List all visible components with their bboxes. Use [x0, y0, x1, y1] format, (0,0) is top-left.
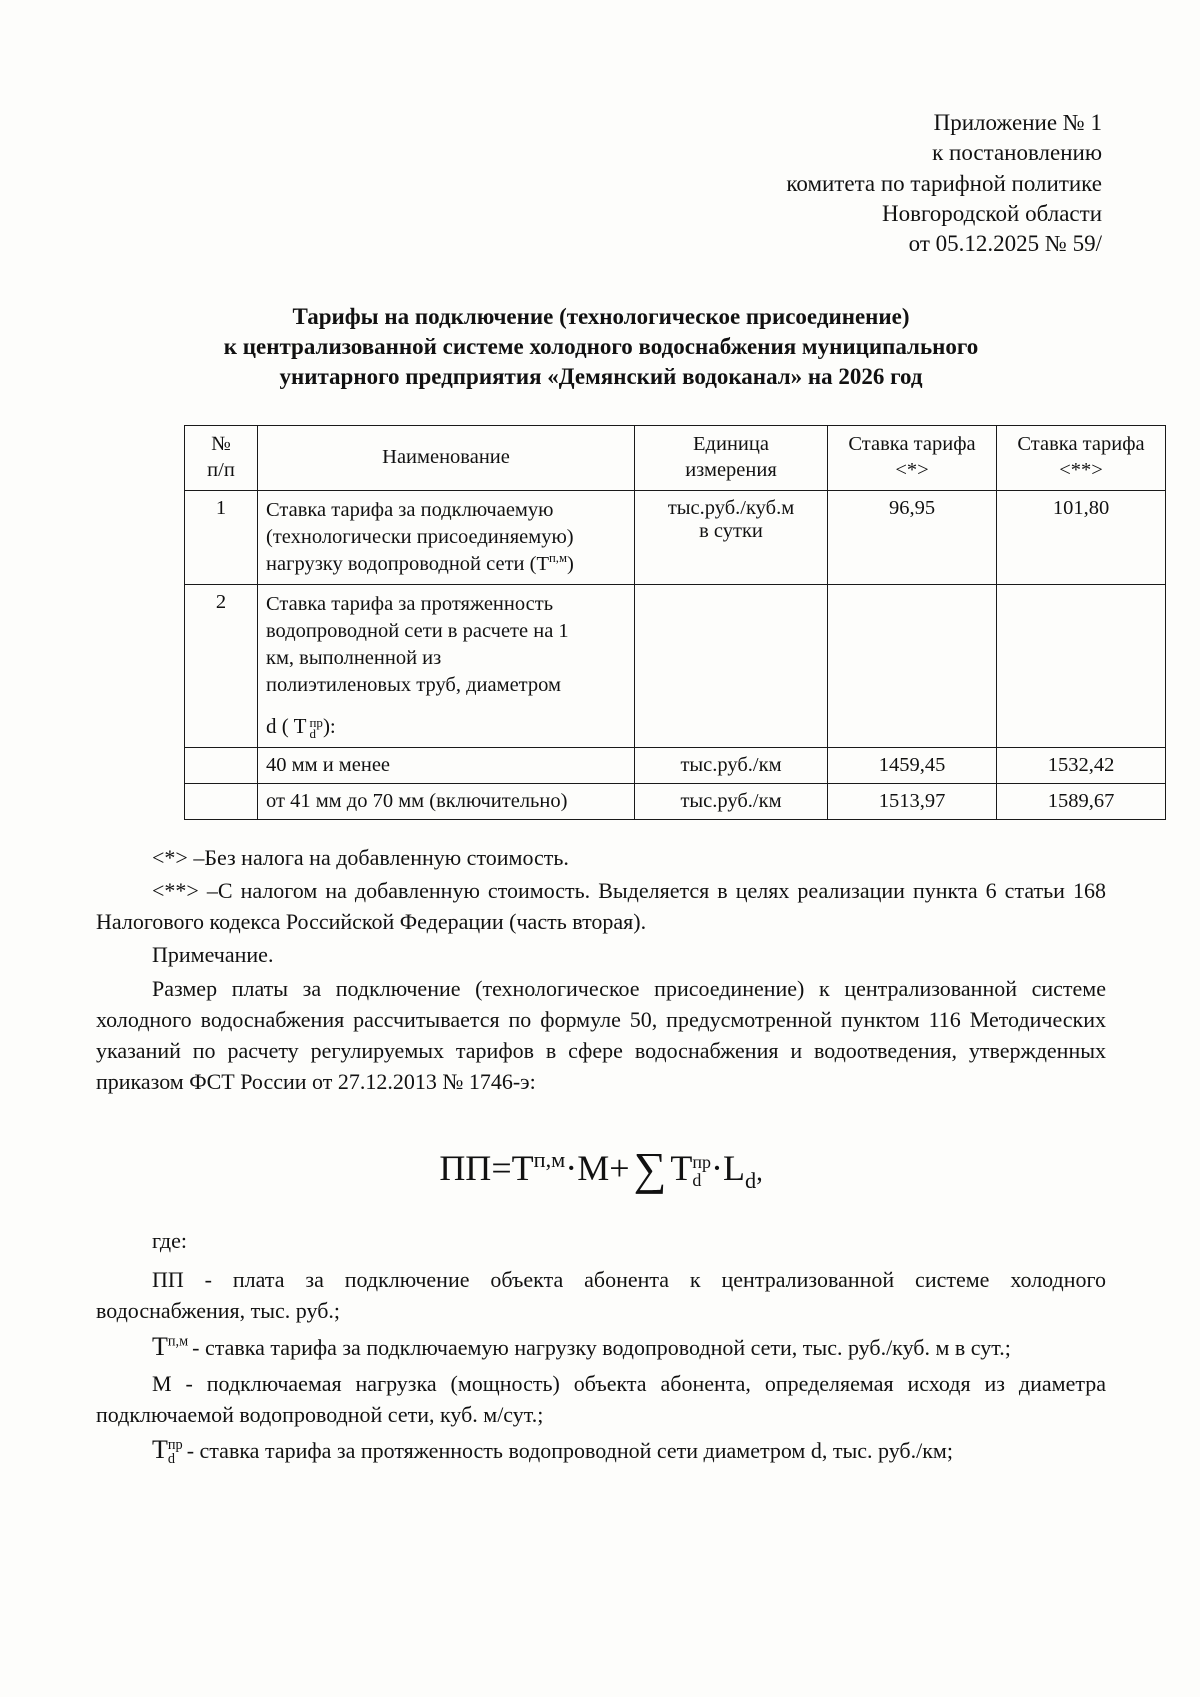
table-row — [185, 584, 1166, 747]
note-calculation: Размер платы за подключение (технологическое присоединение) к централизованной системе холодного водоснабжения рассчитывается по формуле 50, предусмотренной пунктом 116 Методических указаний по расчету регулируемых тарифов в сфере водоснабжения и водоотведения, утвержденных приказом ФСТ России от 27.12.2013 № 1746-э: — [96, 975, 1106, 1095]
cell-rate-net: 1513,97 — [828, 783, 997, 819]
table-row — [185, 490, 1166, 584]
header-cell-number — [185, 426, 258, 490]
document-content — [96, 0, 1145, 1471]
cell-unit-line2: в сутки — [699, 519, 763, 542]
cell-name-line1: Ставка тарифа за протяженность — [266, 592, 554, 615]
variable-superscript: пр — [309, 714, 323, 730]
header-line-4: Новгородской области — [881, 201, 1102, 227]
title-line-1: Тарифы на подключение (технологическое присоединение) — [292, 303, 910, 329]
cell-name-superscript: п,м — [549, 550, 568, 565]
header-number-line2: п/п — [207, 459, 235, 482]
header-line-1: Приложение № 1 — [933, 110, 1102, 135]
formula-dot-1: · — [565, 1147, 578, 1188]
formula-comma: , — [756, 1156, 763, 1186]
definition-t-pr-text: - ставка тарифа за протяженность водопроводной сети диаметром d, тыс. руб./км; — [186, 1438, 953, 1464]
cell-name: от 41 мм до 70 мм (включительно) — [258, 783, 635, 819]
header-line-2: к постановлению — [932, 140, 1102, 166]
header-unit-line1: Единица — [693, 433, 769, 456]
notes-section — [96, 842, 1106, 1098]
table-header-row — [185, 426, 1166, 490]
formula-plus: + — [609, 1147, 630, 1188]
header-number-line1: № — [211, 433, 231, 456]
cell-unit — [635, 584, 828, 747]
header-line-3: комитета по тарифной политике — [786, 170, 1102, 196]
title-line-2: к централизованной системе холодного водоснабжения муниципального — [223, 333, 979, 359]
formula-m: M — [577, 1147, 610, 1188]
definition-t-pm-text: - ставка тарифа за подключаемую нагрузку водопроводной сети, тыс. руб./куб. м в сут.; — [192, 1334, 1011, 1360]
cell-name-line3: нагрузку водопроводной сети (Т — [266, 552, 549, 575]
definition-t-pm — [96, 1329, 1106, 1366]
cell-number: 1 — [185, 490, 258, 584]
header-rate-net-line1: Ставка тарифа — [848, 433, 976, 456]
cell-name-variable — [266, 713, 626, 741]
header-rate-net-line2: <*> — [895, 459, 929, 482]
cell-name — [258, 490, 635, 584]
formula-pp: ПП — [439, 1147, 492, 1188]
cell-rate-gross — [997, 584, 1166, 747]
cell-rate-gross: 1589,67 — [997, 783, 1166, 819]
cell-name-line4: полиэтиленовых труб, диаметром — [266, 674, 561, 696]
definition-pp: ПП - плата за подключение объекта абонента к централизованной системе холодного водоснабжения, тыс. руб.; — [96, 1267, 1106, 1324]
header-cell-name: Наименование — [258, 426, 635, 490]
header-cell-unit — [635, 426, 828, 490]
note-net-tax: <*> –Без налога на добавленную стоимость. — [152, 844, 569, 870]
payment-formula — [96, 1144, 1106, 1195]
cell-rate-gross: 1532,42 — [997, 747, 1166, 783]
where-label: где: — [152, 1228, 187, 1254]
title-line-3: унитарного предприятия «Демянский водоканал» на 2026 год — [279, 363, 923, 389]
definitions-section — [96, 1264, 1106, 1469]
formula-equals: = — [491, 1147, 512, 1188]
cell-number — [185, 783, 258, 819]
cell-number — [185, 747, 258, 783]
cell-name-line3: км, выполненной из — [266, 646, 442, 669]
definition-t-pm-symbol: $Т^{п,м}$ — [152, 1331, 189, 1361]
cell-name — [258, 584, 635, 747]
header-rate-gross-line1: Ставка тарифа — [1017, 433, 1145, 456]
formula-t-pm: $Т^{п,м}$ — [511, 1146, 566, 1188]
header-line-5: от 05.12.2025 № 59/ — [908, 231, 1102, 257]
formula-dot-2: · — [711, 1147, 724, 1188]
variable-subscript: d — [309, 726, 316, 742]
formula-sigma: ∑ — [633, 1142, 667, 1194]
definition-m: M - подключаемая нагрузка (мощность) объекта абонента, определяемая исходя из диаметра подключаемой водопроводной сети, куб. м/сут.; — [96, 1370, 1106, 1427]
table-row — [185, 747, 1166, 783]
cell-unit: тыс.руб./км — [635, 783, 828, 819]
header-rate-gross-line2: <**> — [1059, 459, 1103, 482]
cell-name-line1: Ставка тарифа за подключаемую — [266, 498, 554, 521]
note-remark-label: Примечание. — [152, 942, 274, 968]
formula-l: $L_d$ — [723, 1147, 757, 1193]
cell-name-line2: (технологически присоединяемую) — [266, 525, 574, 548]
cell-name-line2: водопроводной сети в расчете на 1 — [266, 619, 569, 642]
cell-unit: тыс.руб./км — [635, 747, 828, 783]
cell-unit — [635, 490, 828, 584]
cell-rate-gross: 101,80 — [997, 490, 1166, 584]
header-cell-rate-gross — [997, 426, 1166, 490]
tariff-table — [184, 425, 1166, 819]
table-row — [185, 783, 1166, 819]
header-cell-rate-net — [828, 426, 997, 490]
cell-rate-net: 1459,45 — [828, 747, 997, 783]
variable-suffix: ): — [322, 714, 336, 739]
cell-name-line3-end: ) — [567, 552, 574, 575]
cell-rate-net — [828, 584, 997, 747]
definition-t-pr — [96, 1432, 1106, 1469]
definition-t-pr-symbol: Т пр d — [152, 1435, 183, 1468]
page-title — [96, 302, 1106, 392]
variable-prefix: d ( T — [266, 714, 307, 739]
formula-t-pr: Т пр d — [670, 1147, 712, 1191]
document-header — [96, 108, 1106, 260]
cell-number: 2 — [185, 584, 258, 747]
note-gross-tax: <**> –С налогом на добавленную стоимость. Выделяется в целях реализации пункта 6 статьи 168 Налогового кодекса Российской Федерации (часть вторая). — [96, 878, 1106, 935]
cell-rate-net: 96,95 — [828, 490, 997, 584]
cell-name: 40 мм и менее — [258, 747, 635, 783]
cell-unit-line1: тыс.руб./куб.м — [667, 496, 795, 519]
header-unit-line2: измерения — [685, 459, 777, 482]
